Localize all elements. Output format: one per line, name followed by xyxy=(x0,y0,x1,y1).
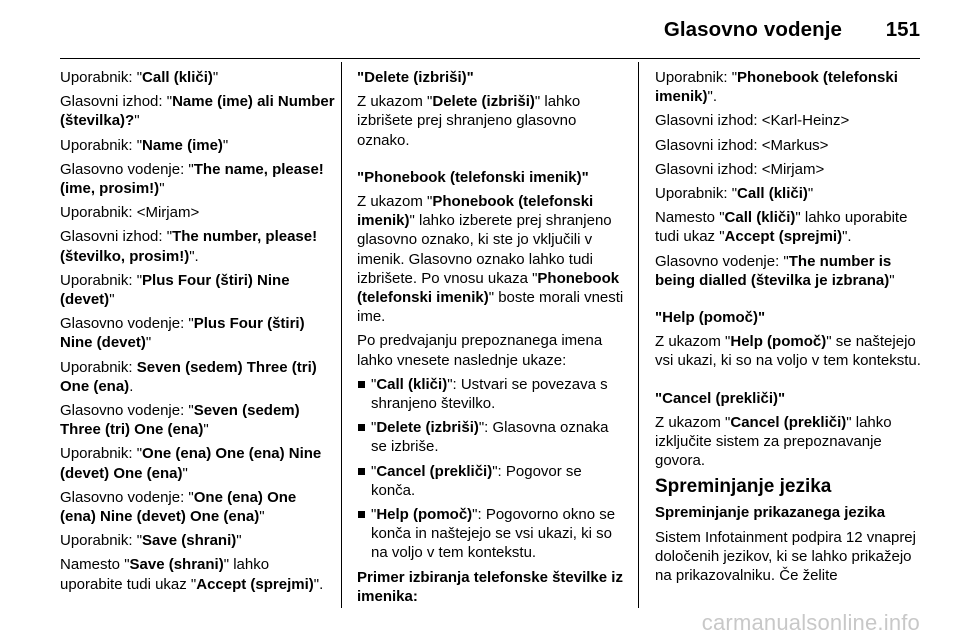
dialog-line: Namesto "Call (kliči)" lahko uporabite tudi ukaz "Accept (sprejmi)". xyxy=(655,209,908,246)
column-2 xyxy=(357,68,627,616)
dialog-line: Uporabnik: "Call (kliči)" xyxy=(60,69,219,86)
section-heading: Spreminjanje jezika xyxy=(655,476,832,498)
dialog-line: Glasovno vodenje: "One (ena) One (ena) Nine (devet) One (ena)" xyxy=(60,488,297,526)
cancel-paragraph: Z ukazom "Cancel (prekliči)" lahko izključite sistem za prepoznavanje govora. xyxy=(655,413,892,470)
dialog-line: Glasovni izhod: <Markus> xyxy=(655,136,829,154)
help-heading: "Help (pomoč)" xyxy=(655,309,766,327)
delete-paragraph: Z ukazom "Delete (izbriši)" lahko izbrišete prej shranjeno glasovno oznako. xyxy=(357,93,581,149)
help-paragraph: Z ukazom "Help (pomoč)" se naštejejo vsi ukazi, ki so na voljo v tem kontekstu. xyxy=(655,333,921,370)
list-item: "Call (kliči)": Ustvari se povezava s shranjeno številko. xyxy=(357,375,627,413)
phonebook-heading: "Phonebook (telefonski imenik)" xyxy=(357,168,589,186)
dialog-line: Glasovno vodenje: "Plus Four (štiri) Nine (devet)" xyxy=(60,315,305,352)
column-divider xyxy=(341,62,342,608)
cancel-heading: "Cancel (prekliči)" xyxy=(655,389,786,407)
delete-heading: "Delete (izbriši)" xyxy=(357,69,474,86)
dialog-line: Glasovni izhod: <Karl-Heinz> xyxy=(655,112,850,130)
watermark-text: carmanualsonline.info xyxy=(701,610,920,635)
column-1 xyxy=(60,68,335,616)
page-header xyxy=(0,0,960,62)
dialog-line: Uporabnik: "Phonebook (telefonski imenik)". xyxy=(655,69,898,106)
language-paragraph: Sistem Infotainment podpira 12 vnaprej določenih jezikov, ki se lahko prikažejo na prikazovalniku. Če želite xyxy=(655,528,916,585)
example-heading: Primer izbiranja telefonske številke iz imenika: xyxy=(357,568,623,605)
note-paragraph: Namesto "Save (shrani)" lahko uporabite tudi ukaz "Accept (sprejmi)". xyxy=(60,556,324,593)
commands-intro: Po predvajanju prepoznanega imena lahko vnesete naslednje ukaze: xyxy=(357,332,603,369)
dialog-line: Glasovno vodenje: "Seven (sedem) Three (tri) One (ena)" xyxy=(60,402,300,439)
chapter-title: Glasovno vodenje xyxy=(663,18,842,41)
dialog-line: Uporabnik: Seven (sedem) Three (tri) One (ena). xyxy=(60,358,317,395)
column-divider xyxy=(638,62,639,608)
list-item: "Delete (izbriši)": Glasovna oznaka se izbriše. xyxy=(357,418,627,456)
dialog-line: Glasovni izhod: <Mirjam> xyxy=(655,160,825,178)
subsection-heading: Spreminjanje prikazanega jezika xyxy=(655,504,886,522)
dialog-line: Glasovni izhod: "The number, please! (številko, prosim!)". xyxy=(60,228,318,265)
dialog-line: Uporabnik: <Mirjam> xyxy=(60,204,200,222)
list-item: "Cancel (prekliči)": Pogovor se konča. xyxy=(357,462,627,500)
dialog-line: Glasovno vodenje: "The name, please! (ime, prosim!)" xyxy=(60,160,324,198)
dialog-line: Glasovno vodenje: "The number is being dialled (številka je izbrana)" xyxy=(655,252,895,289)
column-3 xyxy=(655,68,923,616)
header-rule xyxy=(60,58,920,59)
dialog-line: Uporabnik: "One (ena) One (ena) Nine (devet) One (ena)" xyxy=(60,445,322,482)
dialog-line: Uporabnik: "Save (shrani)" xyxy=(60,532,242,550)
command-list xyxy=(357,375,627,563)
dialog-line: Uporabnik: "Name (ime)" xyxy=(60,136,229,154)
dialog-line: Uporabnik: "Plus Four (štiri) Nine (devet)" xyxy=(60,271,290,309)
dialog-line: Uporabnik: "Call (kliči)" xyxy=(655,185,814,203)
page-number: 151 xyxy=(885,18,920,41)
list-item: "Help (pomoč)": Pogovorno okno se konča in naštejejo se vsi ukazi, ki so na voljo v tem kontekstu. xyxy=(357,505,627,563)
dialog-line: Glasovni izhod: "Name (ime) ali Number (številka)?" xyxy=(60,93,335,130)
phonebook-paragraph: Z ukazom "Phonebook (telefonski imenik)" lahko izberete prej shranjeno glasovno oznako, ki ste jo vključili v imenik. Glasovno oznako lahko tudi izbrišete. Po vnosu ukaza "Phonebook (telefonski imenik)" boste morali vnesti ime. xyxy=(357,193,624,326)
